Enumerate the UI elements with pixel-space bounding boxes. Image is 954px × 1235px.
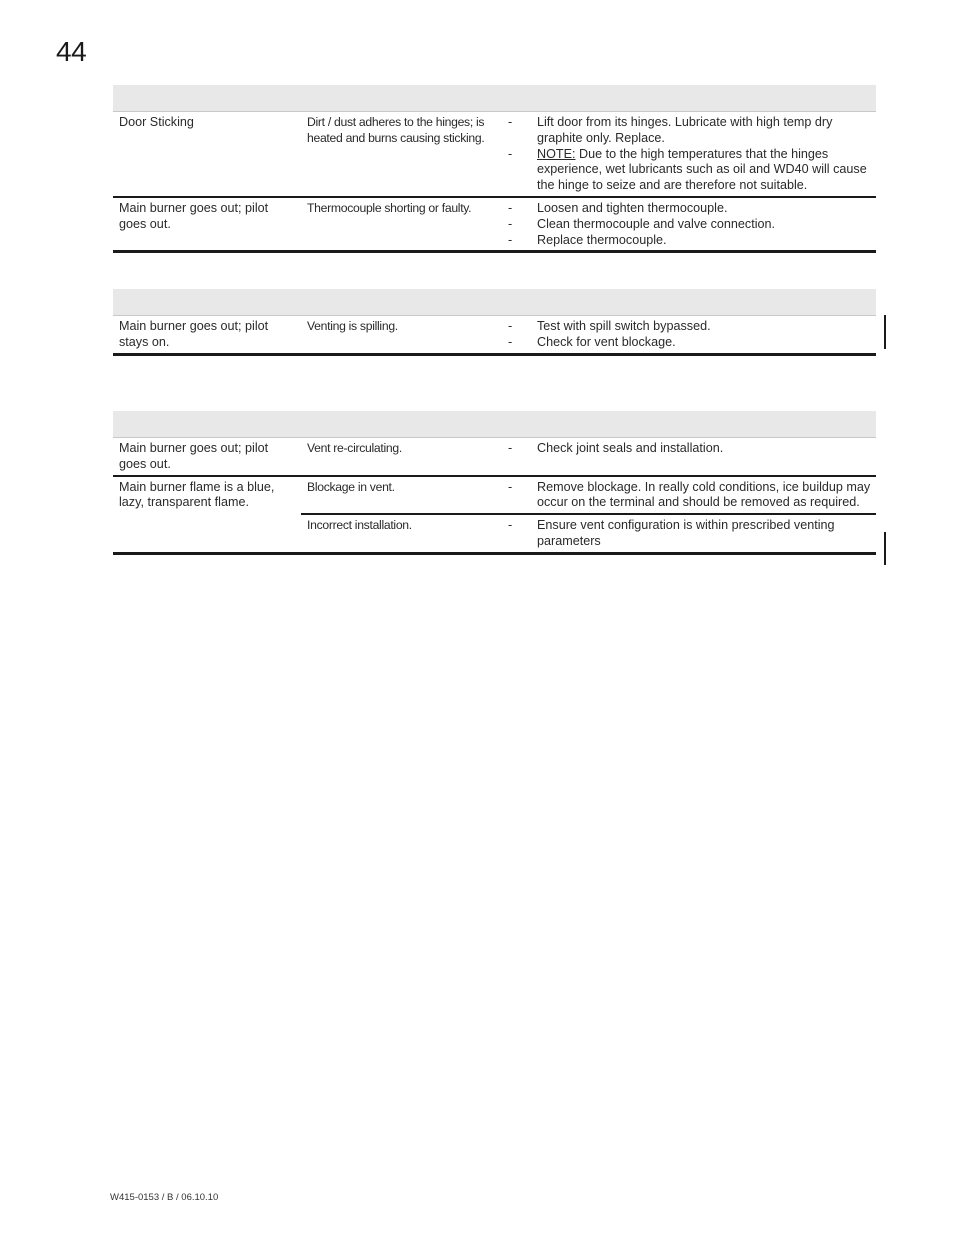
table-row — [113, 112, 876, 198]
revision-change-bar — [884, 532, 886, 565]
solution-note: NOTE: Due to the high temperatures that the hinges experience, wet lubricants such as oil and WD40 will cause the hinge to seize and are therefore not suitable. — [537, 146, 867, 193]
cause-cell: Vent re-circulating. — [307, 441, 402, 455]
cause-cell: Dirt / dust adheres to the hinges; is heated and burns causing sticking. — [307, 115, 485, 145]
troubleshooting-table-1 — [113, 85, 876, 253]
solution-text: Check joint seals and installation. — [537, 441, 724, 455]
table-row — [113, 438, 876, 477]
solution-cell: - Check joint seals and installation. — [507, 438, 876, 459]
solution-cell: - Lift door from its hinges. Lubricate with high temp dry graphite only. Replace. - NOTE: Due to the high temperatures that the hinges experience, wet lubricants such as oil and WD40 will cause the hinge to seize and are therefore not suitable. — [507, 112, 876, 196]
cause-cell: Thermocouple shorting or faulty. — [307, 200, 472, 215]
solution-text: Remove blockage. In really cold conditions, ice buildup may occur on the terminal and should be removed as required. — [537, 479, 871, 510]
symptom-cell: Main burner flame is a blue, lazy, transparent flame. — [119, 479, 275, 510]
solution-text: Clean thermocouple and valve connection. — [537, 216, 776, 231]
cause-cell: Venting is spilling. — [307, 319, 398, 333]
page-number: 44 — [56, 36, 87, 67]
table-header-band — [113, 85, 876, 112]
document-code-footer: W415-0153 / B / 06.10.10 — [110, 1192, 219, 1203]
table-header-band — [113, 289, 876, 316]
table-header-band — [113, 411, 876, 438]
table-row — [113, 477, 876, 555]
solution-text: Lift door from its hinges. Lubricate with high temp dry graphite only. Replace. — [537, 115, 833, 145]
note-label: NOTE: — [537, 146, 576, 161]
solution-text: Replace thermocouple. — [537, 232, 667, 247]
table-row — [113, 316, 876, 356]
symptom-cell: Main burner goes out; pilot goes out. — [119, 200, 269, 231]
solution-cell: - Test with spill switch bypassed. - Check for vent blockage. — [507, 316, 876, 353]
solution-cell: - Loosen and tighten thermocouple. - Clean thermocouple and valve connection. - Replace thermocouple. — [507, 198, 876, 250]
solution-cell: - Ensure vent configuration is within prescribed venting parameters — [507, 515, 876, 552]
solution-text: Check for vent blockage. — [537, 334, 676, 349]
symptom-cell: Main burner goes out; pilot goes out. — [119, 441, 269, 471]
troubleshooting-table-2 — [113, 289, 876, 356]
symptom-cell: Main burner goes out; pilot stays on. — [119, 319, 269, 349]
solution-cell: - Remove blockage. In really cold conditions, ice buildup may occur on the terminal and should be removed as required. — [508, 479, 871, 510]
symptom-cell: Door Sticking — [119, 115, 194, 129]
cause-cell: Incorrect installation. — [307, 518, 412, 533]
solution-text: Loosen and tighten thermocouple. — [537, 200, 728, 215]
revision-change-bar — [884, 315, 886, 349]
troubleshooting-table-3 — [113, 411, 876, 555]
solution-text: Ensure vent configuration is within prescribed venting parameters — [537, 518, 835, 548]
solution-text: Test with spill switch bypassed. — [537, 319, 711, 333]
cause-cell: Blockage in vent. — [307, 479, 395, 494]
table-row — [113, 198, 876, 253]
